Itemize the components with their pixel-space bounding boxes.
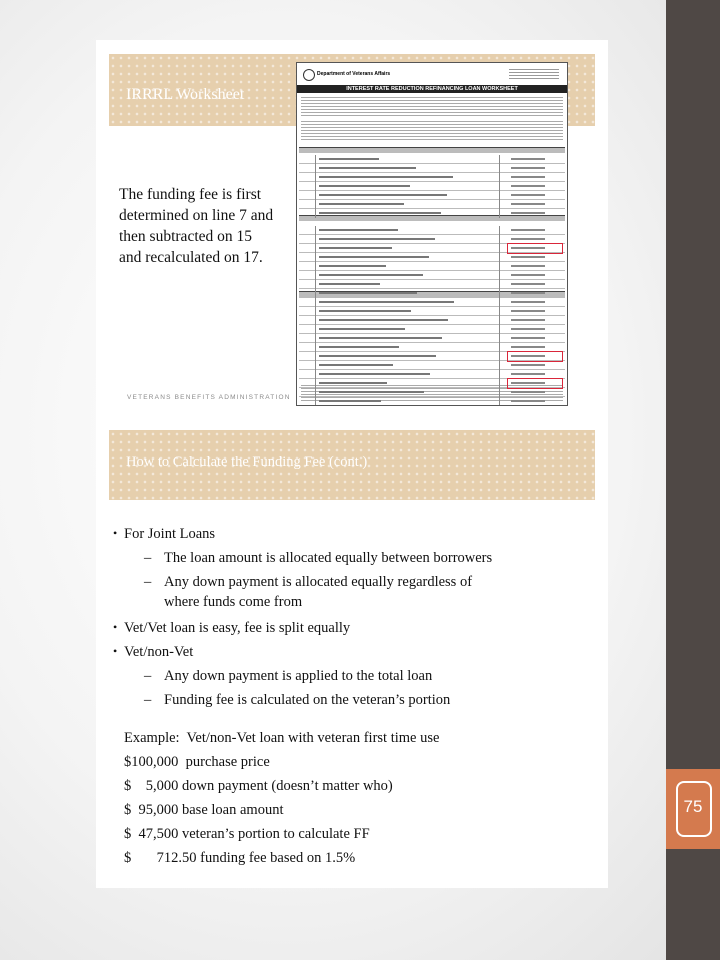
form-row-label [319,301,454,303]
form-row [299,388,565,397]
form-row-number-cell [299,244,316,253]
example-line: $ 47,500 veteran’s portion to calculate FF [124,826,370,842]
page-number-badge [666,769,720,849]
form-row [299,155,565,164]
form-row-number-cell [299,182,316,191]
form-row [299,209,565,218]
dash-icon: – [144,692,152,708]
form-row [299,397,565,406]
form-row-label [319,194,447,196]
sub-bullet-text: The loan amount is allocated equally between borrowers [164,550,493,566]
form-row-number-cell [299,235,316,244]
form-section-header [299,147,565,153]
form-row [299,173,565,182]
form-row-label [319,319,448,321]
form-row [299,262,565,271]
form-row-label [319,328,405,330]
form-amount-value [511,238,545,240]
form-amount-value [511,373,545,375]
example-line: Example: Vet/non-Vet loan with veteran first time use [124,730,440,746]
form-highlight-line-7 [507,243,563,254]
form-row-number-cell [299,271,316,280]
form-row [299,289,565,298]
form-row-number-cell [299,334,316,343]
example-line: $ 95,000 base loan amount [124,802,284,818]
form-row [299,280,565,289]
form-row-number-cell [299,370,316,379]
form-amount-value [511,185,545,187]
sub-bullet-text: where funds come from [164,594,303,610]
form-highlight-line-15 [507,351,563,362]
form-row [299,200,565,209]
form-row-label [319,176,453,178]
form-row-label [319,256,429,258]
slide1-title: IRRRL Worksheet [126,86,245,103]
form-row [299,226,565,235]
form-row-label [319,292,417,294]
form-amount-value [511,391,545,393]
form-amount-value [511,176,545,178]
form-row-number-cell [299,226,316,235]
form-row-number-cell [299,253,316,262]
form-row-label [319,185,410,187]
form-amount-value [511,337,545,339]
form-row-label [319,274,423,276]
form-amount-value [511,265,545,267]
form-row-label [319,364,393,366]
form-row-label [319,238,435,240]
form-amount-value [511,346,545,348]
vba-footer: VETERANS BENEFITS ADMINISTRATION [127,394,291,401]
form-department: Department of Veterans Affairs [317,71,391,77]
form-row-label [319,373,430,375]
form-row-label [319,229,398,231]
form-highlight-line-17 [507,378,563,389]
form-row-number-cell [299,173,316,182]
form-row-number-cell [299,361,316,370]
bullet-icon: • [113,526,118,540]
sub-bullet-item [144,692,451,709]
form-row-number-cell [299,316,316,325]
example-line: $ 5,000 down payment (doesn’t matter who) [124,778,393,794]
bullet-icon: • [113,644,118,658]
sub-bullet-text: Any down payment is allocated equally regardless of [164,574,473,590]
form-row-label [319,247,392,249]
sub-bullet-text: Funding fee is calculated on the veteran’s portion [164,692,451,708]
form-row-number-cell [299,298,316,307]
form-row-number-cell [299,191,316,200]
sub-bullet-item [144,550,493,567]
bullet-text: Vet/Vet loan is easy, fee is split equally [124,620,351,636]
form-row-label [319,391,424,393]
form-row-number-cell [299,388,316,397]
dash-icon: – [144,574,152,590]
form-amount-value [511,310,545,312]
form-row-number-cell [299,352,316,361]
form-row [299,307,565,316]
form-row [299,298,565,307]
form-row [299,325,565,334]
form-amount-value [511,167,545,169]
form-row-number-cell [299,280,316,289]
form-row-label [319,355,436,357]
form-title: INTEREST RATE REDUCTION REFINANCING LOAN WORKSHEET [346,86,518,92]
document-page [96,40,608,888]
form-row-number-cell [299,307,316,316]
slide1-body-line: and recalculated on 17. [119,249,263,266]
form-row-label [319,265,386,267]
slide1-body-line: The funding fee is first [119,186,262,203]
form-row-label [319,337,442,339]
form-row-number-cell [299,343,316,352]
form-row-label [319,203,404,205]
form-amount-value [511,319,545,321]
dash-icon: – [144,668,152,684]
bullet-item [113,620,351,637]
form-row [299,253,565,262]
sub-bullet-continuation [164,594,302,611]
form-row-number-cell [299,209,316,218]
form-row-number-cell [299,379,316,388]
form-amount-value [511,364,545,366]
form-row [299,164,565,173]
form-amount-value [511,194,545,196]
form-row [299,316,565,325]
form-title-bar [297,85,567,93]
slide1-body [119,184,294,268]
slide2-title: How to Calculate the Funding Fee (cont.) [126,454,368,470]
sub-bullet-text: Any down payment is applied to the total loan [164,668,433,684]
form-fine-print [301,121,563,141]
sub-bullet-item [144,668,433,685]
form-row-label [319,212,441,214]
bullet-item [113,526,216,543]
form-row [299,182,565,191]
sub-bullet-item [144,574,473,591]
form-row-label [319,167,416,169]
form-row-label [319,310,411,312]
form-row [299,191,565,200]
va-seal-icon [303,69,315,81]
form-amount-value [511,229,545,231]
page-number: 75 [683,797,703,816]
form-amount-value [511,274,545,276]
form-omb-block [509,69,559,79]
form-row-number-cell [299,262,316,271]
example-line: $100,000 purchase price [124,754,270,770]
form-amount-value [511,283,545,285]
bullet-item [113,644,194,661]
form-amount-value [511,256,545,258]
form-amount-value [511,292,545,294]
bullet-text: Vet/non-Vet [124,644,194,660]
form-amount-value [511,301,545,303]
form-row-number-cell [299,289,316,298]
bullet-icon: • [113,620,118,634]
form-row-label [319,400,381,402]
form-row-number-cell [299,397,316,406]
form-amount-value [511,203,545,205]
form-amount-value [511,158,545,160]
example-line: $ 712.50 funding fee based on 1.5% [124,850,356,866]
dash-icon: – [144,550,152,566]
form-row-number-cell [299,155,316,164]
form-row-label [319,382,387,384]
form-row-label [319,283,380,285]
form-fine-print [301,97,563,117]
form-row-label [319,158,379,160]
form-row-number-cell [299,325,316,334]
form-row-number-cell [299,200,316,209]
form-amount-value [511,400,545,402]
form-row-label [319,346,399,348]
form-row [299,271,565,280]
bullet-text: For Joint Loans [124,526,216,542]
form-row-number-cell [299,164,316,173]
irrrl-worksheet-form-image [296,62,568,406]
form-row [299,361,565,370]
form-amount-value [511,328,545,330]
slide2-title-band [109,430,595,500]
slide1-body-line: determined on line 7 and [119,207,274,224]
form-amount-value [511,212,545,214]
form-row [299,334,565,343]
slide1-body-line: then subtracted on 15 [119,228,253,245]
